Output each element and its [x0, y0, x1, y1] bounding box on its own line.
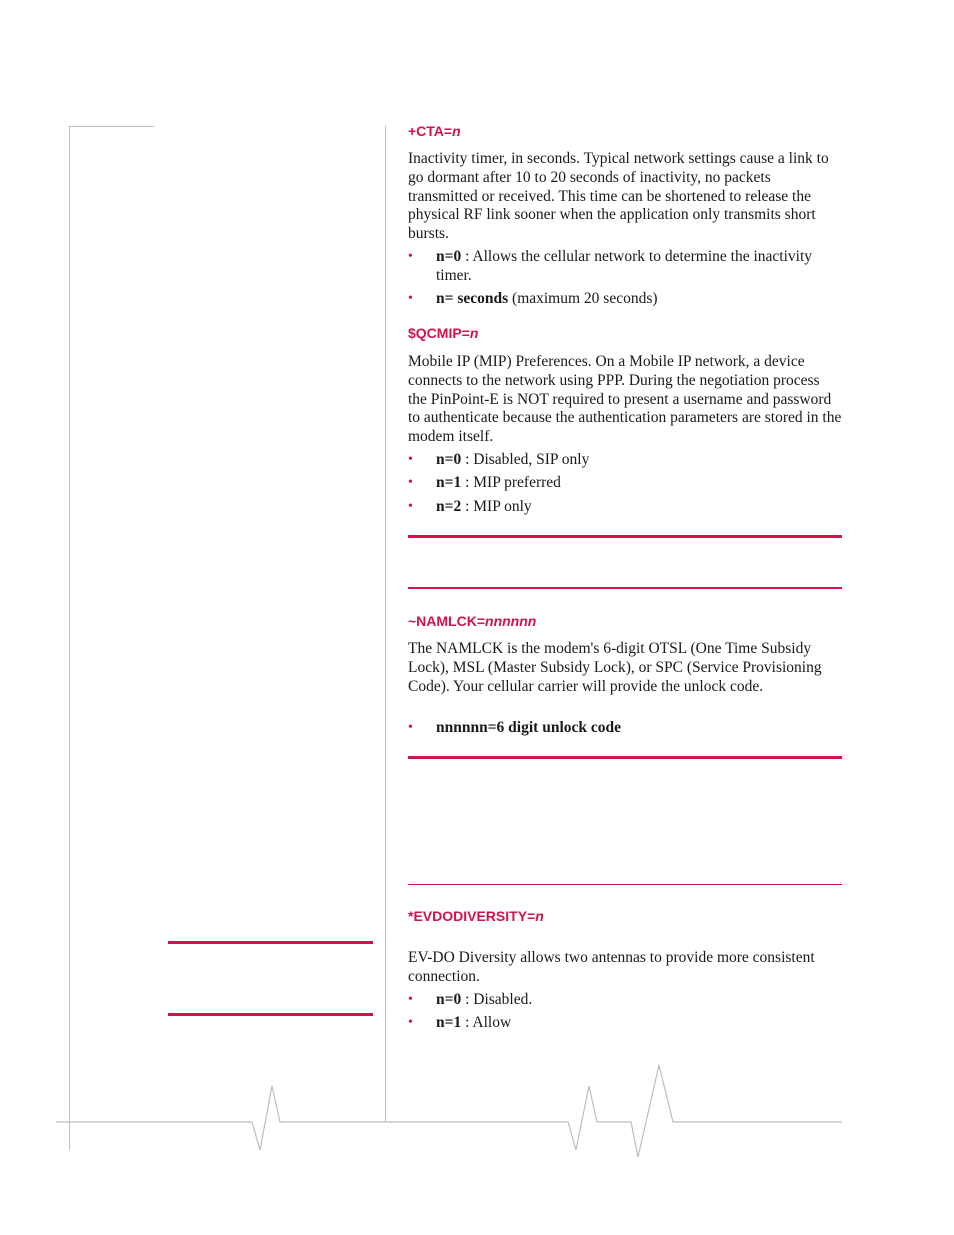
bullet-icon: •	[408, 1015, 413, 1031]
list-item: • n=2 : MIP only	[408, 497, 532, 515]
namlck-command-heading	[408, 612, 536, 630]
evdo-command-arg: n	[535, 908, 544, 924]
qcmip-options-list	[408, 451, 842, 521]
section-rule	[408, 884, 842, 885]
bullet-icon: •	[408, 475, 413, 491]
bullet-icon: •	[408, 452, 413, 467]
qcmip-command-name: $QCMIP=	[408, 325, 470, 341]
cta-command-arg: n	[452, 123, 461, 139]
namlck-command-arg: nnnnnn	[485, 613, 537, 629]
list-item: • n=1 : Allow	[408, 1014, 512, 1032]
bullet-icon: •	[408, 291, 413, 307]
bullet-icon: •	[408, 992, 413, 1007]
top-left-rule	[69, 126, 154, 127]
evdo-options-list	[408, 991, 842, 1038]
list-item: • n= seconds (maximum 20 seconds)	[408, 290, 658, 308]
bullet-icon: •	[408, 720, 413, 735]
left-margin-line	[69, 126, 70, 1150]
section-rule	[408, 535, 842, 538]
cta-command-name: +CTA=	[408, 123, 453, 139]
list-item: • n=0 : Allows the cellular network to determine the inactivity timer.	[408, 248, 813, 284]
cta-description: Inactivity timer, in seconds. Typical network settings cause a link to go dormant after 10 to 20 seconds of inactivity, no packets transmitted or received. This time can be shortened to release the physical RF link sooner when the application only transmits short bursts.	[408, 150, 829, 243]
evdo-command-heading	[408, 907, 544, 925]
sidebar-rule-bottom	[168, 1013, 373, 1016]
sidebar-rule-top	[168, 941, 373, 944]
qcmip-description: Mobile IP (MIP) Preferences. On a Mobile IP network, a device connects to the network using PPP. During the negotiation process the PinPoint-E is NOT required to present a username and password to authenticate because the authentication parameters are stored in the modem itself.	[408, 353, 842, 446]
section-rule	[408, 587, 842, 589]
column-divider-line	[385, 126, 386, 1122]
cta-command-heading	[408, 122, 461, 140]
footer-waveform	[0, 1060, 954, 1170]
namlck-description: The NAMLCK is the modem's 6-digit OTSL (One Time Subsidy Lock), MSL (Master Subsidy Lock), or SPC (Service Provisioning Code). Your cellular carrier will provide the unlock code.	[408, 640, 822, 695]
bullet-icon: •	[408, 498, 413, 514]
list-item: • n=0 : Disabled.	[408, 991, 533, 1008]
bullet-icon: •	[408, 249, 413, 264]
namlck-options-list	[408, 719, 842, 742]
qcmip-command-arg: n	[469, 325, 479, 341]
cta-options-list	[408, 248, 842, 313]
evdo-command-name: *EVDODIVERSITY=	[408, 908, 536, 924]
evdo-description: EV-DO Diversity allows two antennas to provide more consistent connection.	[408, 949, 815, 985]
qcmip-command-heading	[408, 324, 478, 342]
list-item: • n=0 : Disabled, SIP only	[408, 451, 590, 468]
list-item: • nnnnnn=6 digit unlock code	[408, 719, 622, 736]
namlck-command-name: ~NAMLCK=	[408, 613, 486, 629]
list-item: • n=1 : MIP preferred	[408, 474, 561, 492]
section-rule	[408, 756, 842, 759]
